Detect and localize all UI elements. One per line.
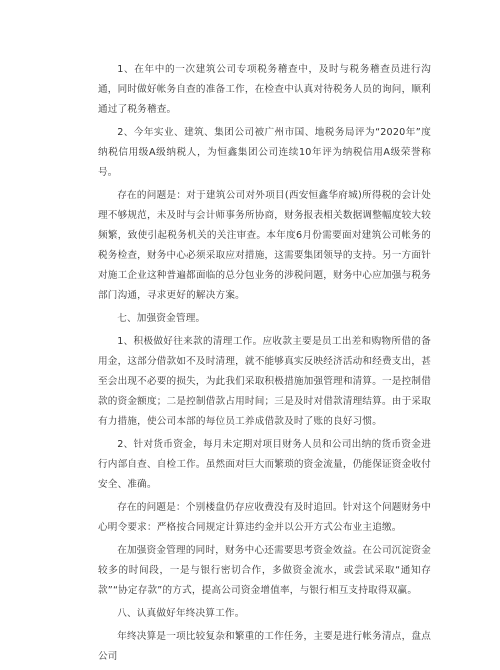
document-body xyxy=(98,60,431,670)
paragraph-year-end-settlement: 年终决算是一项比较复杂和繁重的工作任务，主要是进行帐务清点，盘点公司 xyxy=(98,631,431,662)
section-heading-fund-management: 七、加强资金管理。 xyxy=(117,313,206,324)
paragraph-fund-efficiency: 在加强资金管理的同时，财务中心还需要思考资金效益。在公司沉淀资金较多的时间段，一是与银行密切合作，多做资金流水，或尝试采取“通知存款”“协定存款”的方式，提高公司资金增值率，与银行相互支持取得双赢。 xyxy=(98,545,431,596)
paragraph-tax-audit: 1、在年中的一次建筑公司专项税务稽查中，及时与税务稽查员进行沟通，同时做好帐务自查的准备工作，在检查中认真对待税务人员的询问，顺利通过了税务稽查。 xyxy=(98,64,431,115)
paragraph-fund-issues: 存在的问题是：个别楼盘仍存应收费没有及时追回。针对这个问题财务中心明令要求：严格按合同规定计算违约金并以公开方式公布业主追缴。 xyxy=(98,502,431,533)
paragraph-tax-issues: 存在的问题是：对于建筑公司对外项目(西安恒鑫华府城)所得税的会计处理不够规范，未及时与会计师事务所协商，财务报表相关数据调整幅度较大较频繁，致使引起税务机关的关注审查。本年度6月份需要面对建筑公司帐务的税务检查，财务中心必须采取应对措施，这需要集团领导的支持。另一方面针对施工企业这种普遍都面临的总分包业务的涉税问题，财务中心应加强与税务部门沟通，寻求更好的解决方案。 xyxy=(98,190,431,301)
paragraph-cash-audit: 2、针对货币资金，每月未定期对项目财务人员和公司出纳的货币资金进行内部自查、自检工作。虽然面对巨大而繁琐的资金流量，仍能保证资金收付安全、准确。 xyxy=(98,439,431,490)
paragraph-tax-credit-rating: 2、今年实业、建筑、集团公司被广州市国、地税务局评为“2020年”度纳税信用级A级纳税人，为恒鑫集团公司连续10年评为纳税信用A级荣誉称号。 xyxy=(98,127,431,178)
section-heading-year-end-settlement: 八、认真做好年终决算工作。 xyxy=(117,608,245,619)
paragraph-receivables-cleanup: 1、积极做好往来款的清理工作。应收款主要是员工出差和购物所借的备用金，这部分借款如不及时清理，就不能够真实反映经济活动和经费支出，甚至会出现不必要的损失，为此我们采取积极措施加强管理和清算。一是控制借款的资金额度；二是控制借款占用时间；三是及时对借款清理结算。由于采取有力措施，使公司本部的每位员工养成借款及时了账的良好习惯。 xyxy=(98,336,431,427)
